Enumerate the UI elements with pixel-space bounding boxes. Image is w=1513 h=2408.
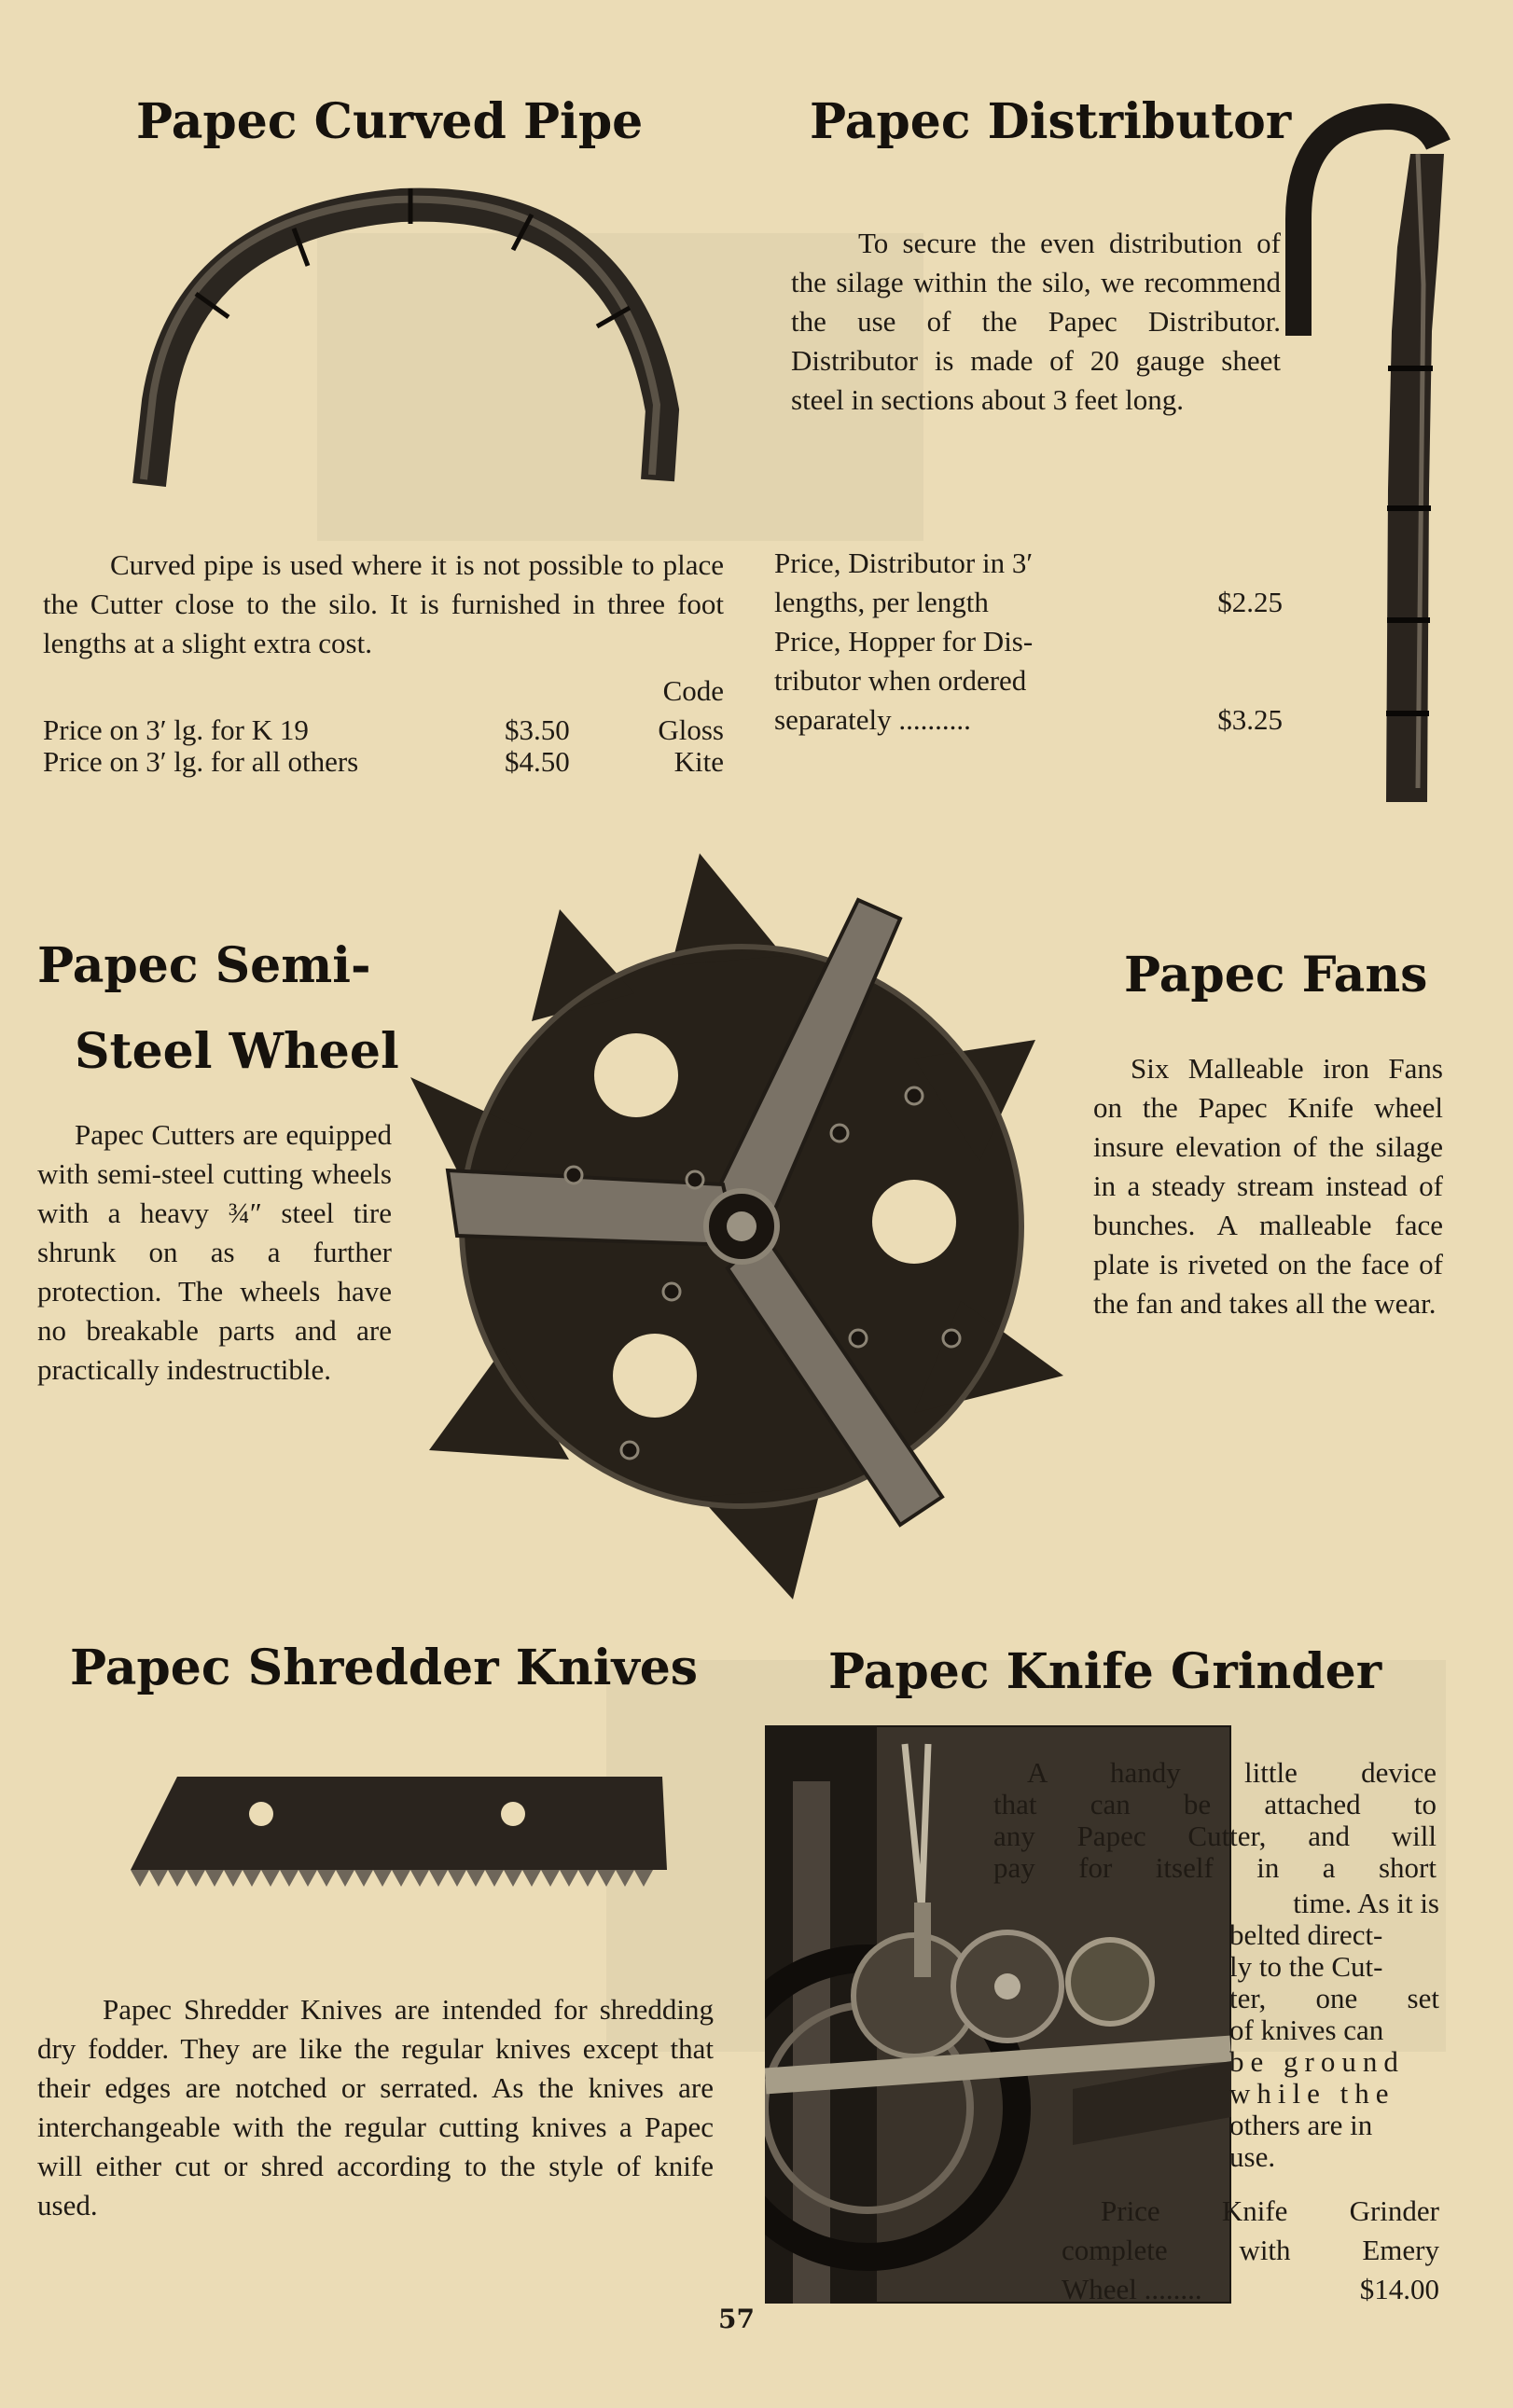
shredder-knife-illustration xyxy=(131,1777,672,1898)
distributor-prices xyxy=(774,544,1283,740)
grinder-line: ly to the Cut- xyxy=(1229,1950,1383,1983)
grinder-title: Papec Knife Grinder xyxy=(828,1643,1382,1700)
grinder-price-line: complete with Emery xyxy=(1062,2234,1439,2266)
code-column-header: Code xyxy=(662,674,724,707)
shredder-description: Papec Shredder Knives are intended for shredding dry fodder. They are like the regular knives except that their edges are notched or serrated. As the knives are interchangeable with the regular cutting knives a Papec will either cut or shred according to the style of knife used. xyxy=(37,1993,714,2221)
page-number: 57 xyxy=(718,2304,755,2334)
grinder-line: be ground xyxy=(1229,2045,1405,2078)
grinder-line: that can be attached to xyxy=(993,1788,1437,1820)
grinder-line: any Papec Cutter, and will xyxy=(993,1820,1437,1852)
distributor-price-line: Price, Distributor in 3′ xyxy=(774,547,1034,579)
knife-wheel-illustration xyxy=(392,853,1082,1609)
curved-pipe-price-row xyxy=(43,742,724,782)
curved-pipe-illustration xyxy=(103,187,681,494)
grinder-price-row xyxy=(1062,2270,1439,2309)
price-label: Price on 3′ lg. for all others xyxy=(43,745,359,778)
distributor-title: Papec Distributor xyxy=(810,93,1292,150)
hopper-price-line: Price, Hopper for Dis- xyxy=(774,625,1034,657)
wheel-description: Papec Cutters are equipped with semi-steel cutting wheels with a heavy ¾″ steel tire shrunk on as a further protection. The wheels have no breakable parts and are practically indestructible. xyxy=(37,1118,392,1386)
grinder-description-narrow xyxy=(1229,1888,1439,2173)
grinder-line: time. As it is xyxy=(1293,1887,1439,1919)
price-value: $14.00 xyxy=(1359,2273,1439,2305)
grinder-line: of knives can xyxy=(1229,2014,1384,2046)
curved-pipe-title: Papec Curved Pipe xyxy=(136,93,644,150)
price-label: lengths, per length xyxy=(774,586,989,618)
grinder-line: while the xyxy=(1229,2077,1395,2110)
wheel-title-line1: Papec Semi- xyxy=(37,937,371,994)
distributor-price-row xyxy=(774,583,1283,622)
price-label: Wheel ........ xyxy=(1062,2273,1202,2305)
grinder-price-line: Price Knife Grinder xyxy=(1101,2194,1439,2227)
grinder-line: others are in xyxy=(1229,2109,1373,2141)
grinder-price xyxy=(1062,2192,1439,2309)
fans-description: Six Malleable iron Fans on the Papec Knife wheel insure elevation of the silage in a steady stream instead of bunches. A malleable face plate is riveted on the face of the fan and takes all the wear. xyxy=(1093,1052,1443,1320)
fans-title: Papec Fans xyxy=(1124,947,1428,1003)
shredder-title: Papec Shredder Knives xyxy=(70,1640,699,1696)
wheel-title-line2: Steel Wheel xyxy=(75,1023,399,1080)
price-code: Kite xyxy=(673,745,724,778)
price-code: Gloss xyxy=(658,713,724,746)
distributor-illustration xyxy=(1278,98,1464,807)
grinder-line: pay for itself in a short xyxy=(993,1851,1437,1884)
curved-pipe-price-table xyxy=(43,671,724,789)
price-label: separately .......... xyxy=(774,703,971,736)
curved-pipe-description: Curved pipe is used where it is not possible to place the Cutter close to the silo. It is furnished in three foot lengths at a slight extra cost. xyxy=(43,548,724,659)
price-value: $3.50 xyxy=(505,713,570,746)
grinder-line: ter, one set xyxy=(1229,1982,1439,2014)
grinder-line: use. xyxy=(1229,2140,1276,2173)
price-label: Price on 3′ lg. for K 19 xyxy=(43,713,309,746)
price-value: $4.50 xyxy=(505,745,570,778)
hopper-price-row xyxy=(774,700,1283,740)
grinder-line: belted direct- xyxy=(1229,1918,1383,1951)
price-value: $2.25 xyxy=(1217,586,1283,618)
grinder-line: A handy little device xyxy=(1027,1756,1437,1789)
distributor-description: To secure the even distribution of the silage within the silo, we recommend the use of the Papec Distributor. Distributor is made of 20 gauge sheet steel in sections about 3 feet long. xyxy=(791,227,1281,416)
price-value: $3.25 xyxy=(1217,703,1283,736)
hopper-price-line: tributor when ordered xyxy=(774,664,1027,697)
